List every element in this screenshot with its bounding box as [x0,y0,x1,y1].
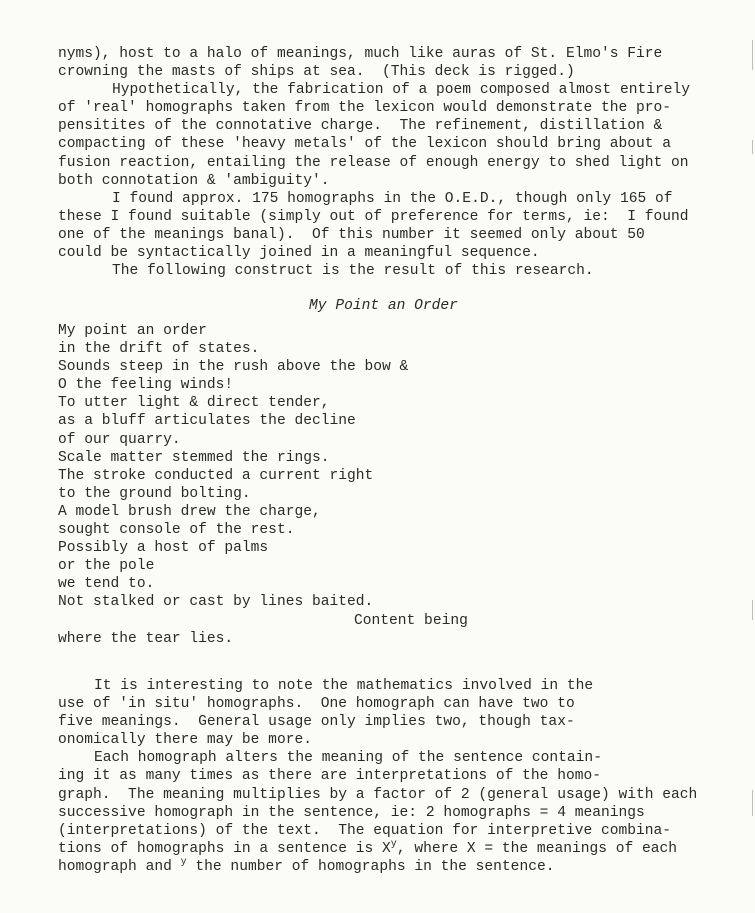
scan-edge-mark [752,600,753,620]
equation-superscript: y [390,838,397,850]
text-fragment: the number of homographs in the sentence. [195,858,555,875]
text-line: could be syntactically joined in a meaningful sequence. [58,245,540,262]
text-line: I found approx. 175 homographs in the O.E.D., though only 165 of [112,190,673,207]
scan-edge-mark [752,140,753,154]
equation-prefix: tions of homographs in a sentence is X [58,840,391,857]
text-line: The following construct is the result of this research. [112,263,594,280]
text-line: ing it as many times as there are interpretations of the homo- [58,768,601,785]
text-line: It is interesting to note the mathematics involved in the [94,678,594,694]
text-line: use of 'in situ' homographs. One homograph can have two to [58,696,575,713]
text-line: these I found suitable (simply out of preference for terms, ie: I found [58,208,689,225]
text-line: (interpretations) of the text. The equation for interpretive combina- [58,822,672,839]
poem-line: Sounds steep in the rush above the bow & [58,359,409,376]
text-line: compacting of these 'heavy metals' of the lexicon should bring about a [58,136,672,153]
text-line: nyms), host to a halo of meanings, much like auras of St. Elmo's Fire [58,46,663,62]
poem-line: A model brush drew the charge, [58,503,321,520]
text-line: five meanings. General usage only implies two, though tax- [58,714,575,731]
text-fragment: homograph and [58,858,172,875]
text-line: fusion reaction, entailing the release of enough energy to shed light on [58,154,689,171]
poem-line: we tend to. [58,576,155,593]
poem-line: Scale matter stemmed the rings. [58,449,330,466]
text-line: graph. The meaning multiplies by a factor of 2 (general usage) with each [58,786,698,803]
equation-line [58,840,728,858]
text-line: Hypothetically, the fabrication of a poem composed almost entirely [112,82,691,99]
poem-line: O the feeling winds! [58,377,234,394]
poem-line: My point an order [58,323,207,339]
poem-line: Possibly a host of palms [58,540,269,557]
poem-line: The stroke conducted a current right [58,467,374,484]
poem-line: or the pole [58,558,155,575]
poem-line: to the ground bolting. [58,485,251,502]
equation-suffix: , where X = the meanings of each [396,840,678,857]
text-line [58,858,728,876]
text-line: crowning the masts of ships at sea. (This deck is rigged.) [58,64,575,81]
poem-line: as a bluff articulates the decline [58,413,356,430]
poem-line: in the drift of states. [58,341,260,358]
poem-body [58,322,468,648]
text-line: of 'real' homographs taken from the lexicon would demonstrate the pro- [58,100,672,117]
analysis-text [58,677,728,876]
text-line: Each homograph alters the meaning of the sentence contain- [94,750,602,767]
intro-text [58,45,728,280]
poem-line: where the tear lies. [58,630,234,647]
poem-line: of our quarry. [58,431,181,448]
text-line: both connotation & 'ambiguity'. [58,172,330,189]
text-line: successive homograph in the sentence, ie: 2 homographs = 4 meanings [58,804,645,821]
text-line: one of the meanings banal). Of this number it seemed only about 50 [58,226,645,243]
poem-line: sought console of the rest. [58,522,295,539]
text-line: onomically there may be more. [58,732,312,749]
scan-edge-mark [752,40,753,70]
text-line: pensitites of the connotative charge. The refinement, distillation & [58,118,663,135]
poem-line: Not stalked or cast by lines baited. [58,594,374,611]
poem-line: Content being [354,612,468,629]
variable-superscript: y [180,857,187,869]
poem-line: To utter light & direct tender, [58,395,330,412]
poem-title: My Point an Order [309,298,458,314]
scan-edge-mark [752,790,753,816]
